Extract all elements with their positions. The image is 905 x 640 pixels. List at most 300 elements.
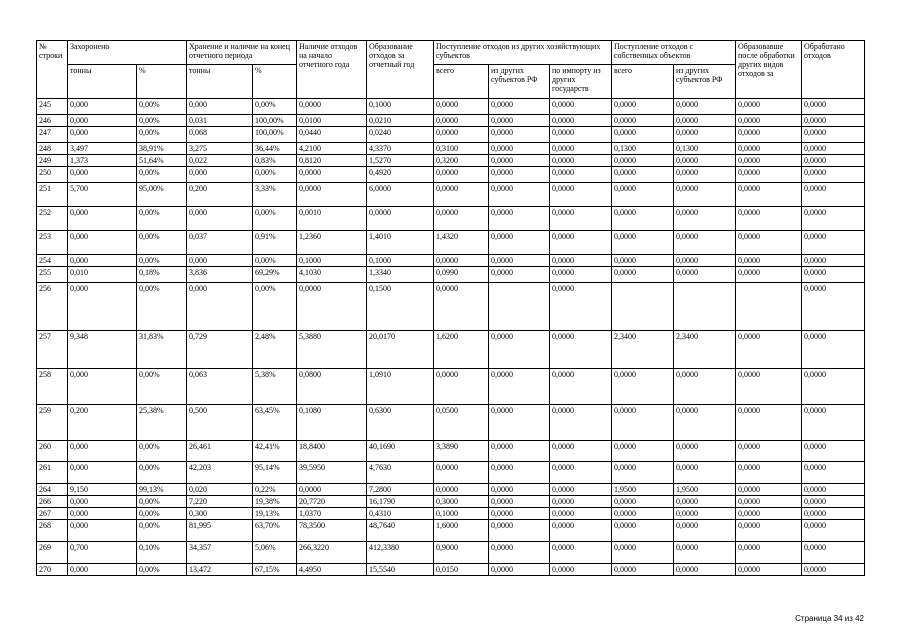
subheader-storage-percent: % — [253, 65, 297, 99]
subheader-buried-percent: % — [137, 65, 187, 99]
table-row — [37, 520, 865, 542]
table-cell: 2,3400 — [612, 331, 674, 369]
table-cell: 0,0000 — [550, 267, 612, 283]
table-cell: 0,0000 — [489, 231, 550, 255]
table-cell: 0,200 — [187, 183, 253, 207]
table-cell: 0,0000 — [612, 369, 674, 405]
row-number-cell: 256 — [37, 283, 68, 331]
table-cell: 0,0000 — [736, 484, 802, 496]
table-cell: 0,000 — [68, 283, 137, 331]
table-cell: 0,0000 — [550, 167, 612, 183]
table-cell: 0,0000 — [802, 484, 865, 496]
table-cell: 0,0000 — [802, 167, 865, 183]
table-cell: 0,0000 — [736, 155, 802, 167]
subheader-own-from-rf: из других субъектов РФ — [674, 65, 736, 99]
table-cell: 0,020 — [187, 484, 253, 496]
table-cell: 0,00% — [137, 99, 187, 115]
table-cell: 15,5540 — [367, 564, 434, 576]
table-cell: 0,0000 — [736, 127, 802, 143]
row-number-cell: 257 — [37, 331, 68, 369]
table-cell: 0,3000 — [434, 496, 489, 508]
table-cell: 0,0000 — [489, 564, 550, 576]
table-cell: 0,500 — [187, 405, 253, 441]
table-cell: 0,0000 — [550, 183, 612, 207]
table-cell: 5,38% — [253, 369, 297, 405]
table-cell: 0,0000 — [550, 255, 612, 267]
table-cell: 0,00% — [137, 564, 187, 576]
table-cell: 0,0000 — [612, 405, 674, 441]
table-cell: 0,0000 — [674, 255, 736, 267]
table-cell: 0,9000 — [434, 542, 489, 564]
table-cell: 0,0000 — [802, 508, 865, 520]
table-cell: 0,0000 — [550, 283, 612, 331]
table-cell: 0,010 — [68, 267, 137, 283]
table-cell: 0,00% — [253, 99, 297, 115]
table-cell: 0,00% — [137, 231, 187, 255]
table-cell: 67,15% — [253, 564, 297, 576]
table-cell: 0,0000 — [802, 231, 865, 255]
table-cell: 0,1000 — [367, 255, 434, 267]
table-cell: 0,0000 — [802, 255, 865, 267]
table-cell: 0,0000 — [674, 155, 736, 167]
row-number-cell: 247 — [37, 127, 68, 143]
table-cell: 0,3200 — [434, 155, 489, 167]
table-cell: 0,0000 — [612, 115, 674, 127]
table-cell: 0,0000 — [736, 369, 802, 405]
table-cell: 0,0000 — [802, 267, 865, 283]
table-cell: 0,0000 — [550, 441, 612, 462]
table-cell: 0,0100 — [297, 115, 367, 127]
table-cell: 0,0000 — [674, 520, 736, 542]
table-cell: 0,00% — [137, 508, 187, 520]
table-cell: 4,4950 — [297, 564, 367, 576]
table-cell: 0,0000 — [612, 231, 674, 255]
table-cell: 3,3890 — [434, 441, 489, 462]
table-cell: 0,0000 — [802, 331, 865, 369]
table-cell: 0,0000 — [802, 520, 865, 542]
table-cell: 0,0000 — [489, 462, 550, 484]
table-cell: 0,0000 — [802, 207, 865, 231]
table-cell: 0,0000 — [489, 508, 550, 520]
table-cell: 0,91% — [253, 231, 297, 255]
table-cell: 63,70% — [253, 520, 297, 542]
table-row — [37, 405, 865, 441]
table-cell: 0,1000 — [297, 255, 367, 267]
table-cell: 0,0000 — [802, 369, 865, 405]
table-cell: 0,700 — [68, 542, 137, 564]
table-cell: 100,00% — [253, 127, 297, 143]
table-cell: 0,0000 — [489, 255, 550, 267]
table-cell: 0,000 — [68, 207, 137, 231]
table-cell: 0,000 — [68, 115, 137, 127]
table-cell: 0,0000 — [674, 462, 736, 484]
table-row — [37, 231, 865, 255]
header-row-number: № строки — [37, 41, 68, 99]
table-cell: 0,031 — [187, 115, 253, 127]
table-cell: 0,729 — [187, 331, 253, 369]
table-cell: 0,0800 — [297, 369, 367, 405]
table-cell: 0,0000 — [550, 331, 612, 369]
table-cell: 0,0000 — [612, 462, 674, 484]
header-storage: Хранение и наличие на конец отчетного периода — [187, 41, 297, 65]
table-cell: 0,0000 — [297, 167, 367, 183]
table-cell: 78,3500 — [297, 520, 367, 542]
table-cell: 3,497 — [68, 143, 137, 155]
table-cell: 0,00% — [137, 115, 187, 127]
table-cell: 0,0000 — [489, 115, 550, 127]
table-cell: 0,0000 — [736, 99, 802, 115]
table-cell: 0,0000 — [489, 331, 550, 369]
table-cell: 0,0000 — [489, 484, 550, 496]
table-cell: 0,000 — [68, 231, 137, 255]
table-cell: 0,0000 — [736, 405, 802, 441]
table-cell: 0,00% — [137, 369, 187, 405]
table-cell: 0,18% — [137, 267, 187, 283]
row-number-cell: 264 — [37, 484, 68, 496]
table-row — [37, 99, 865, 115]
table-cell: 0,0000 — [367, 207, 434, 231]
table-cell: 0,0000 — [550, 369, 612, 405]
table-cell: 0,000 — [187, 207, 253, 231]
table-cell: 4,1030 — [297, 267, 367, 283]
table-cell: 7,220 — [187, 496, 253, 508]
table-cell: 0,000 — [68, 496, 137, 508]
table-row — [37, 167, 865, 183]
table-cell: 0,0000 — [802, 155, 865, 167]
table-cell: 38,91% — [137, 143, 187, 155]
table-cell: 0,0000 — [736, 207, 802, 231]
table-cell: 1,0910 — [367, 369, 434, 405]
row-number-cell: 251 — [37, 183, 68, 207]
table-cell: 0,0000 — [612, 564, 674, 576]
table-row — [37, 267, 865, 283]
table-row — [37, 508, 865, 520]
table-cell: 0,0000 — [802, 496, 865, 508]
row-number-cell: 253 — [37, 231, 68, 255]
table-cell: 266,3220 — [297, 542, 367, 564]
table-cell: 42,203 — [187, 462, 253, 484]
table-cell: 9,348 — [68, 331, 137, 369]
table-cell: 0,0000 — [674, 183, 736, 207]
subheader-storage-tons: тонны — [187, 65, 253, 99]
table-cell: 2,48% — [253, 331, 297, 369]
table-cell: 0,0000 — [489, 405, 550, 441]
table-cell: 99,13% — [137, 484, 187, 496]
table-cell: 0,00% — [137, 496, 187, 508]
row-number-cell: 248 — [37, 143, 68, 155]
header-receipt-own: Поступление отходов с собственных объектов — [612, 41, 736, 65]
table-cell: 0,00% — [137, 127, 187, 143]
table-row — [37, 542, 865, 564]
table-cell: 0,0000 — [674, 441, 736, 462]
row-number-cell: 261 — [37, 462, 68, 484]
table-cell: 0,4310 — [367, 508, 434, 520]
table-cell: 1,2360 — [297, 231, 367, 255]
table-cell: 0,00% — [137, 520, 187, 542]
table-cell: 4,7630 — [367, 462, 434, 484]
row-number-cell: 266 — [37, 496, 68, 508]
table-cell: 0,0000 — [434, 99, 489, 115]
table-cell: 0,0000 — [802, 462, 865, 484]
table-cell: 19,38% — [253, 496, 297, 508]
table-cell: 5,06% — [253, 542, 297, 564]
table-cell: 0,0000 — [550, 542, 612, 564]
table-cell: 100,00% — [253, 115, 297, 127]
table-cell: 4,2100 — [297, 143, 367, 155]
table-cell — [612, 283, 674, 331]
table-cell: 0,0000 — [550, 508, 612, 520]
table-cell: 48,7640 — [367, 520, 434, 542]
header-buried: Захоронено — [68, 41, 187, 65]
table-cell: 0,0000 — [489, 441, 550, 462]
table-cell: 0,0000 — [434, 255, 489, 267]
table-cell: 0,0000 — [297, 484, 367, 496]
table-cell: 0,000 — [68, 508, 137, 520]
table-cell: 0,0000 — [489, 267, 550, 283]
table-cell: 1,373 — [68, 155, 137, 167]
table-cell: 25,38% — [137, 405, 187, 441]
table-cell: 0,4920 — [367, 167, 434, 183]
table-cell: 9,150 — [68, 484, 137, 496]
table-cell: 3,836 — [187, 267, 253, 283]
table-cell: 19,13% — [253, 508, 297, 520]
table-cell: 0,0000 — [802, 127, 865, 143]
table-cell: 95,14% — [253, 462, 297, 484]
table-cell: 31,83% — [137, 331, 187, 369]
table-cell: 0,0000 — [550, 127, 612, 143]
table-cell: 42,41% — [253, 441, 297, 462]
table-row — [37, 183, 865, 207]
table-cell — [674, 283, 736, 331]
table-cell: 0,0000 — [612, 155, 674, 167]
row-number-cell: 254 — [37, 255, 68, 267]
table-cell: 0,0000 — [802, 115, 865, 127]
table-cell: 0,00% — [137, 462, 187, 484]
table-cell: 0,037 — [187, 231, 253, 255]
table-cell: 0,00% — [253, 167, 297, 183]
table-cell: 0,0000 — [674, 542, 736, 564]
table-cell: 0,0500 — [434, 405, 489, 441]
row-number-cell: 252 — [37, 207, 68, 231]
table-cell: 0,00% — [253, 283, 297, 331]
table-cell: 0,0000 — [550, 405, 612, 441]
table-cell: 0,0000 — [550, 462, 612, 484]
table-cell: 0,0000 — [297, 99, 367, 115]
table-cell: 0,0000 — [674, 508, 736, 520]
table-row — [37, 369, 865, 405]
table-cell: 0,0000 — [550, 143, 612, 155]
table-cell: 0,0000 — [550, 484, 612, 496]
table-cell: 0,0000 — [550, 231, 612, 255]
table-cell: 0,000 — [68, 127, 137, 143]
table-cell: 0,0010 — [297, 207, 367, 231]
table-cell: 0,063 — [187, 369, 253, 405]
table-cell: 36,44% — [253, 143, 297, 155]
table-cell: 0,0000 — [612, 441, 674, 462]
table-row — [37, 207, 865, 231]
table-cell: 0,0000 — [674, 496, 736, 508]
table-cell: 39,5950 — [297, 462, 367, 484]
table-cell: 1,0370 — [297, 508, 367, 520]
table-cell — [736, 283, 802, 331]
table-cell: 1,9500 — [674, 484, 736, 496]
table-cell: 0,0000 — [550, 99, 612, 115]
table-cell: 0,0000 — [674, 99, 736, 115]
table-cell: 0,0000 — [489, 127, 550, 143]
table-row — [37, 127, 865, 143]
table-cell: 0,000 — [68, 520, 137, 542]
table-cell: 0,3100 — [434, 143, 489, 155]
table-cell: 0,0000 — [612, 127, 674, 143]
table-cell: 0,0000 — [612, 255, 674, 267]
table-cell: 0,1000 — [434, 508, 489, 520]
table-row — [37, 143, 865, 155]
table-row — [37, 484, 865, 496]
table-cell: 0,83% — [253, 155, 297, 167]
table-cell: 3,275 — [187, 143, 253, 155]
row-number-cell: 258 — [37, 369, 68, 405]
table-cell: 0,0000 — [802, 99, 865, 115]
table-cell: 0,0000 — [736, 143, 802, 155]
table-cell: 0,0000 — [434, 183, 489, 207]
table-cell: 51,64% — [137, 155, 187, 167]
table-cell: 2,3400 — [674, 331, 736, 369]
table-cell: 0,0000 — [612, 496, 674, 508]
row-number-cell: 250 — [37, 167, 68, 183]
table-cell: 0,0000 — [674, 231, 736, 255]
table-cell: 0,00% — [137, 167, 187, 183]
table-row — [37, 155, 865, 167]
table-cell: 0,0000 — [550, 207, 612, 231]
table-cell: 0,0000 — [674, 267, 736, 283]
table-cell: 20,7720 — [297, 496, 367, 508]
table-cell: 16,1790 — [367, 496, 434, 508]
table-cell: 0,0150 — [434, 564, 489, 576]
table-cell: 0,068 — [187, 127, 253, 143]
table-cell: 0,0000 — [802, 405, 865, 441]
table-cell: 0,0240 — [367, 127, 434, 143]
row-number-cell: 249 — [37, 155, 68, 167]
table-cell: 0,0990 — [434, 267, 489, 283]
table-cell: 0,1000 — [367, 99, 434, 115]
subheader-own-total: всего — [612, 65, 674, 99]
table-cell: 0,0440 — [297, 127, 367, 143]
table-cell: 0,0000 — [612, 99, 674, 115]
header-row-1 — [37, 41, 865, 65]
table-cell: 1,4320 — [434, 231, 489, 255]
table-cell: 0,0000 — [434, 484, 489, 496]
table-row — [37, 331, 865, 369]
table-cell: 0,0000 — [736, 542, 802, 564]
table-cell: 0,0000 — [550, 155, 612, 167]
table-row — [37, 283, 865, 331]
table-cell: 0,0000 — [489, 183, 550, 207]
table-cell: 5,3880 — [297, 331, 367, 369]
row-number-cell: 260 — [37, 441, 68, 462]
table-cell: 0,0000 — [489, 155, 550, 167]
table-cell: 0,0000 — [674, 115, 736, 127]
table-cell: 0,00% — [137, 255, 187, 267]
table-cell: 0,0210 — [367, 115, 434, 127]
table-cell: 1,6000 — [434, 520, 489, 542]
table-cell: 0,0000 — [736, 255, 802, 267]
table-cell: 0,0000 — [434, 283, 489, 331]
table-cell: 0,00% — [137, 283, 187, 331]
table-cell: 0,0000 — [736, 267, 802, 283]
row-number-cell: 268 — [37, 520, 68, 542]
table-cell: 0,1500 — [367, 283, 434, 331]
table-cell: 5,700 — [68, 183, 137, 207]
table-cell: 0,0000 — [802, 183, 865, 207]
table-cell: 0,10% — [137, 542, 187, 564]
table-row — [37, 115, 865, 127]
table-cell: 0,000 — [68, 369, 137, 405]
table-cell: 0,0000 — [736, 441, 802, 462]
table-cell: 0,0000 — [674, 564, 736, 576]
table-cell: 0,0000 — [674, 167, 736, 183]
table-cell: 0,000 — [68, 564, 137, 576]
table-cell: 0,000 — [68, 167, 137, 183]
table-cell: 0,1300 — [674, 143, 736, 155]
table-cell: 13,472 — [187, 564, 253, 576]
table-cell: 7,2800 — [367, 484, 434, 496]
table-cell: 0,00% — [253, 255, 297, 267]
table-cell: 0,0000 — [674, 207, 736, 231]
page-footer: Страница 34 из 42 — [795, 614, 864, 623]
subheader-buried-tons: тонны — [68, 65, 137, 99]
table-cell: 0,000 — [68, 255, 137, 267]
table-cell: 1,3340 — [367, 267, 434, 283]
table-cell: 0,0000 — [434, 167, 489, 183]
table-cell: 4,3370 — [367, 143, 434, 155]
table-cell: 1,9500 — [612, 484, 674, 496]
table-cell: 0,0000 — [736, 564, 802, 576]
table-row — [37, 564, 865, 576]
table-cell: 0,0000 — [489, 207, 550, 231]
table-cell — [489, 283, 550, 331]
table-cell: 0,0000 — [736, 167, 802, 183]
table-cell: 1,6200 — [434, 331, 489, 369]
table-cell: 0,0000 — [434, 369, 489, 405]
table-cell: 0,0000 — [612, 207, 674, 231]
row-number-cell: 269 — [37, 542, 68, 564]
table-cell: 0,0000 — [736, 231, 802, 255]
table-cell: 0,6300 — [367, 405, 434, 441]
row-number-cell: 245 — [37, 99, 68, 115]
table-cell: 0,0000 — [802, 542, 865, 564]
table-row — [37, 496, 865, 508]
table-cell: 20,0170 — [367, 331, 434, 369]
table-cell: 0,0000 — [612, 183, 674, 207]
table-cell: 18,8400 — [297, 441, 367, 462]
row-number-cell: 259 — [37, 405, 68, 441]
table-row — [37, 255, 865, 267]
table-cell: 0,0000 — [550, 496, 612, 508]
header-processed: Обработано отходов — [802, 41, 865, 99]
table-cell: 0,300 — [187, 508, 253, 520]
table-cell: 0,0000 — [802, 283, 865, 331]
table-cell: 63,45% — [253, 405, 297, 441]
table-cell: 0,0000 — [612, 542, 674, 564]
table-cell: 0,0000 — [489, 167, 550, 183]
table-cell: 81,995 — [187, 520, 253, 542]
table-cell: 0,000 — [68, 99, 137, 115]
table-cell: 0,0000 — [674, 405, 736, 441]
table-cell: 95,00% — [137, 183, 187, 207]
table-cell: 0,0000 — [736, 115, 802, 127]
table-cell: 0,000 — [68, 441, 137, 462]
table-cell: 0,0000 — [674, 127, 736, 143]
